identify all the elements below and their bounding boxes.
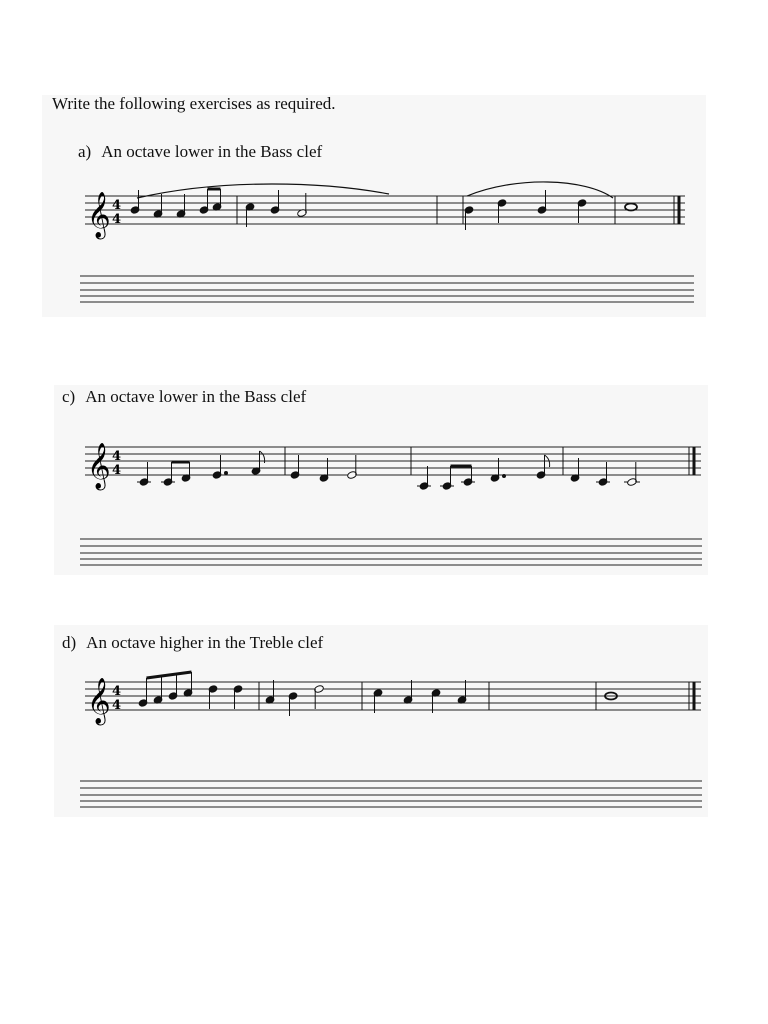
time-signature-top: 4	[112, 684, 122, 699]
exercise-a-letter: a)	[78, 142, 92, 161]
exercise-a-answer-staff	[80, 272, 694, 302]
treble-clef-icon: 𝄞	[87, 678, 111, 724]
time-signature-bottom: 4	[112, 212, 122, 227]
exercise-a-text: An octave lower in the Bass clef	[101, 142, 323, 161]
exercise-a-heading	[78, 142, 322, 162]
exercise-d-staff	[85, 664, 701, 724]
exercise-c-staff	[85, 425, 701, 495]
exercise-c-answer-staff	[80, 537, 702, 567]
treble-clef-icon: 𝄞	[87, 192, 111, 238]
exercise-d-text: An octave higher in the Treble clef	[86, 633, 324, 652]
exercise-c-heading	[62, 387, 306, 407]
time-signature-top: 4	[112, 449, 122, 464]
time-signature-bottom: 4	[112, 463, 122, 478]
exercise-c-text: An octave lower in the Bass clef	[85, 387, 307, 406]
exercise-d-answer-staff	[80, 779, 702, 809]
exercise-d-heading	[62, 633, 323, 653]
time-signature-bottom: 4	[112, 698, 122, 713]
exercise-a-staff	[85, 176, 685, 236]
time-signature-top: 4	[112, 198, 122, 213]
exercise-c-letter: c)	[62, 387, 76, 406]
exercise-d-letter: d)	[62, 633, 77, 652]
instruction-text: Write the following exercises as required.	[52, 94, 336, 113]
treble-clef-icon: 𝄞	[87, 443, 111, 489]
